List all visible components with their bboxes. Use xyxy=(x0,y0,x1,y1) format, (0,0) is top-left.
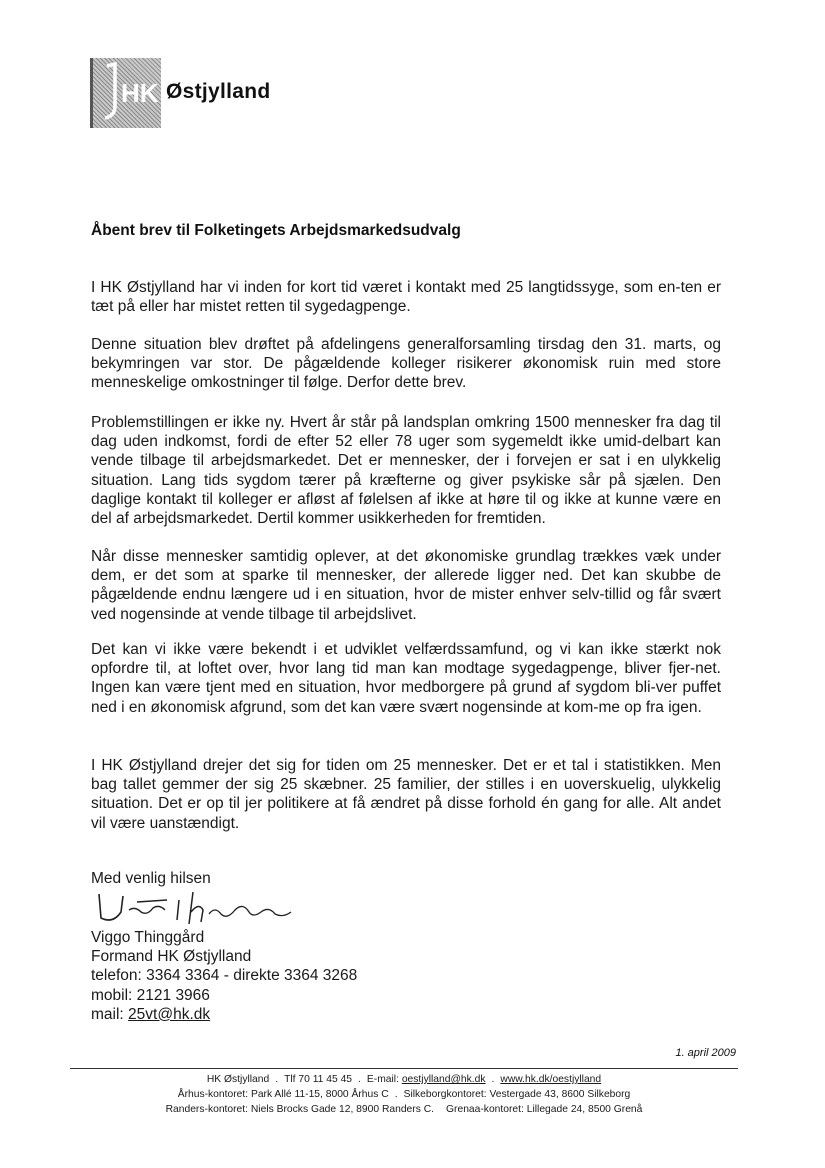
footer-aarhus-office: Århus-kontoret: Park Allé 11-15, 8000 Århus C xyxy=(177,1089,389,1100)
footer-phone: Tlf 70 11 45 45 xyxy=(284,1074,353,1085)
paragraph-3: Problemstillingen er ikke ny. Hvert år står på landsplan omkring 1500 mennesker fra dag til dag uden indkomst, fordi de efter 52 eller 78 uger som sygemeldt ikke umid-delbart kan vende tilbage til arbejdsmarkedet. Det er mennesker, der i forvejen er sat i en ulykkelig situation. Lang tids sygdom tærer på kræfterne og giver psykiske sår på sjælen. Den daglige kontakt til kolleger er afløst af følelsen af ikke at høre til og ikke at kunne være en del af arbejdsmarkedet. Dertil kommer usikkerheden for fremtiden. xyxy=(91,414,721,528)
footer xyxy=(70,1072,738,1117)
paragraph-5: Det kan vi ikke være bekendt i et udviklet velfærdssamfund, og vi kan ikke stærkt nok opfordre til, at loftet over, hvor lang tid man kan modtage sygedagpenge, bliver fjer-net. Ingen kan være tjent med en situation, hvor medborgere på grund af sygdom bli-ver puffet ned i en økonomisk afgrund, som det kan være svært nogensinde at kom-me op fra igen. xyxy=(91,641,721,716)
footer-line-1: HK Østjylland . Tlf 70 11 45 45 . E-mail: oestjylland@hk.dk . www.hk.dk/oestjylland xyxy=(206,1074,602,1085)
footer-silkeborg-office: Silkeborgkontoret: Vestergade 43, 8600 Silkeborg xyxy=(403,1089,631,1100)
mail-line xyxy=(91,1005,357,1024)
organization-name: Østjylland xyxy=(166,80,271,103)
footer-randers-office: Randers-kontoret: Niels Brocks Gade 12, 8900 Randers C. xyxy=(165,1104,435,1115)
footer-grenaa-office: Grenaa-kontoret: Lillegade 24, 8500 Grenå xyxy=(446,1104,643,1115)
footer-email-link[interactable]: oestjylland@hk.dk xyxy=(401,1074,486,1085)
logo-mark-text: HK xyxy=(121,78,159,108)
hk-logo-icon xyxy=(93,58,161,128)
footer-line-2: Århus-kontoret: Park Allé 11-15, 8000 Århus C . Silkeborgkontoret: Vestergade 43, 8600 Silkeborg xyxy=(177,1089,631,1100)
paragraph-4: Når disse mennesker samtidig oplever, at det økonomiske grundlag trækkes væk under dem, er det som at sparke til mennesker, der allerede ligger ned. Det kan skubbe de pågældende endnu længere ud i en situation, hvor de mister enhver selv-tillid og får svært ved nogensinde at vende tilbage til arbejdslivet. xyxy=(91,548,721,623)
closing-greeting: Med venlig hilsen xyxy=(91,870,211,887)
signer-name: Viggo Thinggård xyxy=(91,929,205,946)
letter-title: Åbent brev til Folketingets Arbejdsmarkedsudvalg xyxy=(91,222,461,239)
signature-block xyxy=(91,928,357,1024)
footer-web-link[interactable]: www.hk.dk/oestjylland xyxy=(500,1074,602,1085)
footer-divider xyxy=(70,1068,738,1069)
letter-date: 1. april 2009 xyxy=(675,1047,736,1059)
mail-label: mail: xyxy=(91,1005,129,1023)
phone-line: telefon: 3364 3364 - direkte 3364 3268 xyxy=(91,967,358,985)
mail-link[interactable]: 25vt@hk.dk xyxy=(128,1005,211,1023)
paragraph-2: Denne situation blev drøftet på afdelingens generalforsamling tirsdag den 31. marts, og bekymringen var stor. De pågældende kolleger risikerer økonomisk ruin med store menneskelige omkostninger til følge. Derfor dette brev. xyxy=(91,336,721,392)
mobile-line: mobil: 2121 3966 xyxy=(91,986,210,1004)
footer-line-3 xyxy=(70,1102,738,1117)
paragraph-6: I HK Østjylland drejer det sig for tiden om 25 mennesker. Det er et tal i statistikken. Men bag tallet gemmer der sig 25 skæbner. 25 familier, der stilles i en uoverskuelig, ulykkelig situation. Det er op til jer politikere at få ændret på disse forhold én gang for alle. Alt andet vil være uanstændigt. xyxy=(91,757,721,832)
footer-email-label: E-mail: xyxy=(366,1074,402,1085)
footer-org: HK Østjylland xyxy=(206,1074,270,1085)
handwritten-signature xyxy=(93,888,313,930)
paragraph-1: I HK Østjylland har vi inden for kort tid været i kontakt med 25 langtidssyge, som en-ten er tæt på eller har mistet retten til sygedagpenge. xyxy=(91,279,721,316)
hk-logo xyxy=(90,58,161,128)
signer-title: Formand HK Østjylland xyxy=(91,948,252,966)
